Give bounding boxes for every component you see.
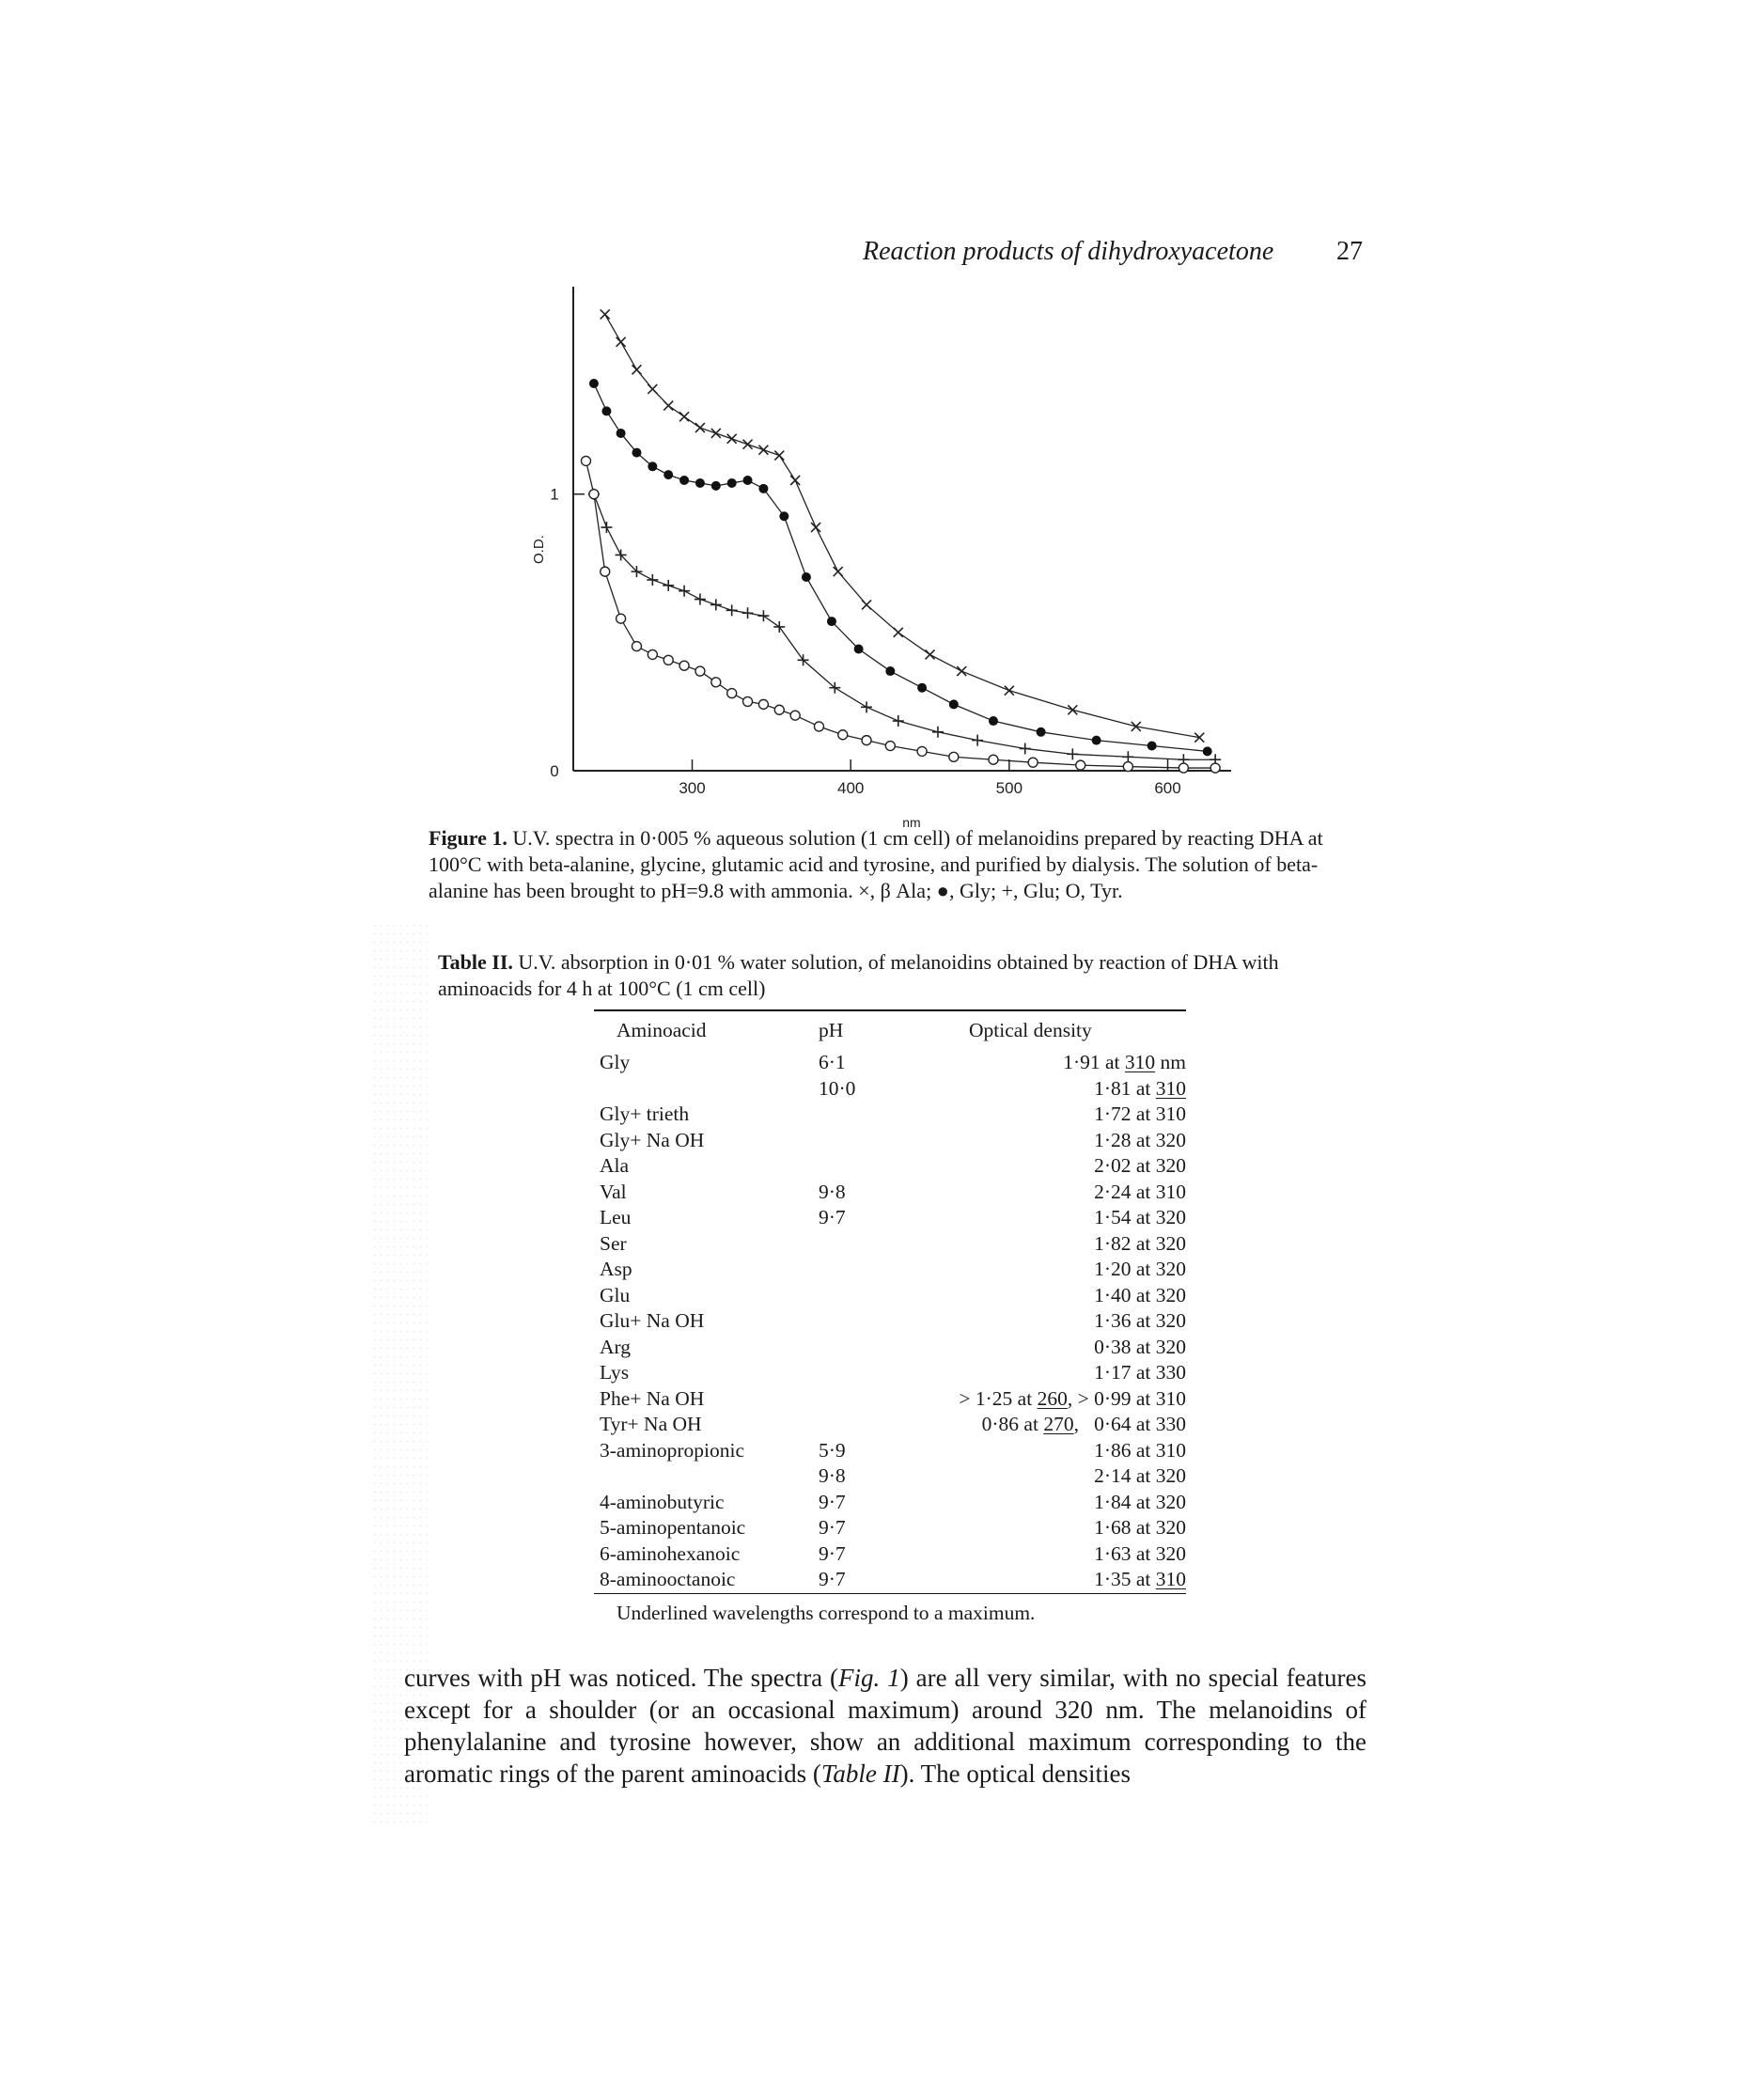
- data-point-beta-ala: [774, 451, 784, 461]
- table-row: [594, 1257, 1186, 1283]
- od-wavelength: 310: [1155, 1103, 1186, 1125]
- cell-ph: [819, 1153, 903, 1180]
- od-value: 1·36 at: [1094, 1309, 1156, 1332]
- data-point-tyr: [758, 699, 768, 709]
- od-value: 1·82 at: [1094, 1231, 1156, 1255]
- cell-optical-density: [903, 1076, 1186, 1103]
- cell-optical-density: [903, 1308, 1186, 1335]
- data-point-glu: [742, 607, 754, 618]
- body-paragraph: [404, 1662, 1366, 1790]
- data-point-tyr: [581, 456, 590, 465]
- data-point-beta-ala: [648, 384, 657, 394]
- data-point-gly: [949, 699, 959, 709]
- cell-ph: [819, 1128, 903, 1154]
- data-point-tyr: [679, 661, 689, 670]
- od-wavelength: 320: [1155, 1283, 1186, 1306]
- cell-optical-density: [903, 1541, 1186, 1568]
- data-point-gly: [617, 429, 626, 438]
- table-row: [594, 1412, 1186, 1438]
- data-point-tyr: [648, 649, 657, 659]
- x-tick-label: 600: [1154, 779, 1181, 797]
- data-point-gly: [679, 476, 689, 485]
- table-caption-text: U.V. absorption in 0·01 % water solution, of melanoidins obtained by reaction of DHA with aminoacids for 4 h at 100°C (1 cm cell): [438, 950, 1279, 1000]
- data-point-beta-ala: [727, 434, 737, 444]
- cell-aminoacid: [594, 1076, 819, 1103]
- od-wavelength: 320: [1155, 1516, 1186, 1539]
- cell-aminoacid: Ser: [600, 1231, 627, 1255]
- table-row: [594, 1515, 1186, 1541]
- cell-optical-density: [903, 1180, 1186, 1206]
- cell-ph: 5·9: [819, 1438, 846, 1462]
- data-point-gly: [989, 716, 998, 726]
- body-text-2: ) are all very similar, with no special features except for a shoulder (or an occasional maximum) around 320 nm. The melanoidins of phenylalanine and tyrosine however, show an additional maximum corresponding to the aromatic rings of the parent aminoacids (: [404, 1664, 1367, 1788]
- cell-aminoacid: Phe+ Na OH: [600, 1386, 705, 1410]
- table-row: [594, 1335, 1186, 1361]
- data-point-beta-ala: [1068, 705, 1077, 714]
- data-point-gly: [917, 683, 927, 693]
- cell-optical-density: [903, 1102, 1186, 1128]
- figure-caption-label: Figure 1.: [429, 826, 507, 850]
- header-ph: pH: [819, 1019, 844, 1041]
- data-point-beta-ala: [758, 446, 768, 455]
- table-ii: [594, 1009, 1186, 1625]
- series-line-2: [594, 383, 1208, 751]
- cell-aminoacid: 4-aminobutyric: [600, 1490, 725, 1513]
- od-wavelength: 320: [1155, 1490, 1186, 1513]
- data-point-glu: [1067, 748, 1078, 759]
- od-value: 1·81 at: [1094, 1076, 1156, 1100]
- cell-ph: [819, 1386, 903, 1413]
- cell-ph: [819, 1283, 903, 1309]
- table-row: [594, 1360, 1186, 1386]
- body-text-fig-ref: Fig. 1: [838, 1664, 900, 1692]
- od-wavelength: 320: [1155, 1154, 1186, 1177]
- body-text-3: ). The optical densities: [899, 1760, 1132, 1788]
- figure-caption: [429, 825, 1350, 904]
- data-point-tyr: [1179, 763, 1188, 773]
- cell-aminoacid: Lys: [600, 1361, 630, 1384]
- cell-aminoacid: Gly: [600, 1051, 631, 1073]
- table-caption: [438, 949, 1340, 1002]
- data-point-beta-ala: [1005, 686, 1014, 696]
- data-point-glu: [710, 599, 722, 610]
- od-wavelength: 270: [1043, 1413, 1074, 1435]
- x-tick-label: 400: [836, 779, 865, 797]
- cell-aminoacid: 5-aminopentanoic: [600, 1516, 746, 1539]
- table-row: [594, 1180, 1186, 1206]
- table-row: [594, 1283, 1186, 1309]
- table-caption-label: Table II.: [438, 950, 513, 974]
- data-point-tyr: [1028, 758, 1038, 767]
- od-value: 0·86 at: [981, 1413, 1044, 1435]
- cell-optical-density: [903, 1257, 1186, 1283]
- od-value: 2·24 at: [1094, 1180, 1156, 1203]
- cell-optical-density: [903, 1050, 1186, 1076]
- data-point-tyr: [632, 642, 641, 651]
- table-row: [594, 1308, 1186, 1335]
- y-tick-label: 1: [550, 485, 559, 504]
- data-point-gly: [1147, 742, 1157, 751]
- x-tick-label: 300: [679, 779, 706, 797]
- data-point-beta-ala: [617, 337, 626, 347]
- cell-aminoacid: Arg: [600, 1335, 632, 1358]
- od-value: 1·40 at: [1094, 1283, 1156, 1306]
- body-text-table-ref: Table II: [820, 1760, 900, 1788]
- data-point-tyr: [617, 614, 626, 623]
- cell-optical-density: [903, 1283, 1186, 1309]
- series-line-1: [605, 314, 1200, 737]
- running-header-title: Reaction products of dihydroxyacetone: [863, 237, 1274, 266]
- data-point-beta-ala: [601, 309, 610, 319]
- table-footnote: Underlined wavelengths correspond to a maximum.: [617, 1601, 1036, 1624]
- data-point-tyr: [1210, 763, 1220, 773]
- od-suffix: nm: [1155, 1051, 1186, 1073]
- cell-optical-density: [903, 1153, 1186, 1180]
- od-value: 1·63 at: [1094, 1541, 1156, 1565]
- cell-aminoacid: Ala: [600, 1154, 630, 1177]
- table-row: [594, 1076, 1186, 1103]
- od-suffix: , > 0·99 at 310: [1067, 1386, 1186, 1410]
- data-point-glu: [757, 610, 769, 621]
- od-value: 1·91 at: [1063, 1051, 1125, 1073]
- cell-optical-density: [903, 1231, 1186, 1258]
- data-point-glu: [647, 574, 658, 586]
- cell-aminoacid: Val: [600, 1180, 627, 1203]
- data-point-glu: [861, 701, 872, 712]
- data-point-tyr: [885, 742, 895, 751]
- header-aminoacid: Aminoacid: [617, 1019, 707, 1041]
- od-wavelength: 310: [1155, 1076, 1186, 1100]
- data-point-beta-ala: [862, 600, 871, 609]
- data-point-tyr: [589, 490, 599, 499]
- od-wavelength: 320: [1155, 1206, 1186, 1228]
- data-point-glu: [773, 621, 785, 633]
- data-point-glu: [932, 727, 944, 738]
- data-point-gly: [758, 484, 768, 493]
- cell-ph: [819, 1360, 903, 1386]
- data-point-beta-ala: [679, 412, 689, 421]
- od-wavelength: 310: [1155, 1180, 1186, 1203]
- od-value: 1·17 at: [1094, 1361, 1156, 1384]
- body-text-1: curves with pH was noticed. The spectra (: [404, 1664, 839, 1692]
- data-point-glu: [601, 522, 612, 533]
- data-point-gly: [695, 478, 705, 488]
- data-point-tyr: [949, 752, 959, 761]
- data-point-gly: [1203, 746, 1212, 756]
- x-tick-label: 500: [995, 779, 1023, 797]
- cell-ph: [819, 1335, 903, 1361]
- cell-ph: 9·7: [819, 1206, 846, 1228]
- cell-aminoacid: Leu: [600, 1206, 632, 1228]
- cell-ph: [819, 1102, 903, 1128]
- data-point-beta-ala: [695, 423, 705, 432]
- data-point-beta-ala: [926, 649, 935, 659]
- data-point-gly: [648, 461, 657, 471]
- cell-ph: [819, 1231, 903, 1258]
- data-point-glu: [1122, 751, 1133, 762]
- data-point-gly: [743, 476, 753, 485]
- data-point-beta-ala: [894, 628, 903, 637]
- data-point-beta-ala: [743, 440, 753, 449]
- header-optical-density: Optical density: [969, 1019, 1092, 1041]
- series-line-3: [594, 494, 1215, 760]
- data-point-beta-ala: [663, 401, 673, 411]
- cell-optical-density: [903, 1490, 1186, 1516]
- od-wavelength: 320: [1155, 1464, 1186, 1487]
- data-point-gly: [1037, 727, 1046, 737]
- od-wavelength: 320: [1155, 1335, 1186, 1358]
- data-point-tyr: [711, 678, 721, 687]
- data-point-glu: [726, 604, 738, 616]
- cell-aminoacid: 3-aminopropionic: [600, 1438, 745, 1462]
- od-value: 1·35 at: [1094, 1568, 1156, 1590]
- data-point-gly: [632, 448, 641, 458]
- table-row: [594, 1128, 1186, 1154]
- cell-ph: 9·7: [819, 1568, 846, 1590]
- data-point-tyr: [814, 722, 823, 731]
- figure-caption-text: U.V. spectra in 0·005 % aqueous solution (1 cm cell) of melanoidins prepared by reacting DHA at 100°C with beta-alanine, glycine, glutamic acid and tyrosine, and purified by dialysis. The solution of beta-alanine has been brought to pH=9.8 with ammonia. ×, β Ala; ●, Gly; +, Glu; O, Tyr.: [429, 826, 1323, 902]
- table-row: [594, 1463, 1186, 1490]
- cell-optical-density: [903, 1386, 1186, 1413]
- data-point-tyr: [663, 655, 673, 665]
- cell-aminoacid: Glu: [600, 1283, 631, 1306]
- od-wavelength: 320: [1155, 1309, 1186, 1332]
- data-point-tyr: [1076, 760, 1085, 770]
- od-wavelength: 310: [1155, 1438, 1186, 1462]
- od-value: 1·72 at: [1094, 1103, 1156, 1125]
- cell-optical-density: [903, 1412, 1186, 1438]
- data-point-glu: [972, 735, 983, 746]
- od-value: 1·28 at: [1094, 1128, 1156, 1151]
- cell-ph: 9·7: [819, 1541, 846, 1565]
- od-wavelength: 330: [1155, 1361, 1186, 1384]
- od-value: 1·20 at: [1094, 1258, 1156, 1280]
- data-point-tyr: [695, 666, 705, 676]
- data-point-tyr: [601, 567, 610, 576]
- data-point-gly: [711, 481, 721, 491]
- data-point-glu: [695, 594, 706, 605]
- data-point-gly: [854, 645, 864, 654]
- data-point-tyr: [838, 730, 848, 740]
- cell-ph: 9·8: [819, 1180, 846, 1203]
- table-row: [594, 1541, 1186, 1568]
- cell-optical-density: [903, 1205, 1186, 1231]
- data-point-glu: [1020, 743, 1031, 754]
- od-wavelength: 320: [1155, 1128, 1186, 1151]
- data-point-tyr: [989, 755, 998, 764]
- cell-optical-density: [903, 1567, 1186, 1593]
- table-row: [594, 1050, 1186, 1076]
- data-point-gly: [727, 478, 737, 488]
- od-wavelength: 310: [1124, 1051, 1156, 1073]
- table-row: [594, 1490, 1186, 1516]
- data-point-gly: [827, 617, 836, 626]
- cell-ph: 6·1: [819, 1051, 846, 1073]
- data-point-gly: [802, 572, 811, 582]
- od-value: 1·84 at: [1094, 1490, 1156, 1513]
- data-point-beta-ala: [790, 476, 800, 485]
- cell-aminoacid: Asp: [600, 1258, 632, 1280]
- data-point-gly: [663, 470, 673, 479]
- cell-ph: 9·7: [819, 1516, 846, 1539]
- cell-optical-density: [903, 1515, 1186, 1541]
- data-point-beta-ala: [811, 523, 820, 532]
- cell-aminoacid: 8-aminooctanoic: [600, 1568, 736, 1590]
- cell-aminoacid: Gly+ trieth: [600, 1103, 690, 1125]
- cell-ph: [819, 1308, 903, 1335]
- data-point-gly: [779, 511, 788, 521]
- od-suffix: , 0·64 at 330: [1073, 1413, 1186, 1435]
- od-value: 2·02 at: [1094, 1154, 1156, 1177]
- cell-optical-density: [903, 1128, 1186, 1154]
- cell-ph: 9·7: [819, 1490, 846, 1513]
- data-point-glu: [679, 586, 690, 597]
- data-point-beta-ala: [632, 365, 641, 374]
- od-wavelength: 320: [1155, 1541, 1186, 1565]
- y-axis-label: O.D.: [531, 535, 547, 564]
- table-row: [594, 1567, 1186, 1593]
- data-point-tyr: [727, 689, 737, 698]
- page-number: 27: [1336, 237, 1363, 266]
- cell-aminoacid: [594, 1463, 819, 1490]
- cell-ph: 10·0: [819, 1076, 856, 1100]
- data-point-beta-ala: [957, 666, 966, 676]
- data-point-tyr: [1123, 762, 1132, 772]
- data-point-gly: [885, 666, 895, 676]
- od-value: 0·38 at: [1094, 1335, 1156, 1358]
- data-point-beta-ala: [711, 429, 721, 438]
- od-wavelength: 320: [1155, 1231, 1186, 1255]
- data-point-gly: [589, 379, 599, 388]
- table-row: [594, 1438, 1186, 1464]
- od-wavelength: 310: [1155, 1568, 1186, 1590]
- data-point-tyr: [790, 711, 800, 720]
- table-row: [594, 1205, 1186, 1231]
- cell-aminoacid: Gly+ Na OH: [600, 1128, 705, 1151]
- cell-aminoacid: Tyr+ Na OH: [600, 1413, 702, 1435]
- data-point-tyr: [774, 705, 784, 714]
- x-axis-label: nm: [902, 815, 921, 830]
- od-value: 2·14 at: [1094, 1464, 1156, 1487]
- cell-aminoacid: Glu+ Na OH: [600, 1309, 705, 1332]
- uv-spectra-chart: [526, 282, 1259, 830]
- absorption-table: [594, 1011, 1186, 1593]
- data-point-tyr: [743, 696, 753, 706]
- data-point-gly: [1092, 736, 1101, 745]
- table-row: [594, 1102, 1186, 1128]
- cell-aminoacid: 6-aminohexanoic: [600, 1541, 741, 1565]
- y-tick-label: 0: [550, 762, 559, 780]
- cell-optical-density: [903, 1360, 1186, 1386]
- table-header-row: [594, 1011, 1186, 1050]
- od-value: > 1·25 at: [959, 1386, 1038, 1410]
- data-point-glu: [663, 580, 674, 591]
- cell-optical-density: [903, 1463, 1186, 1490]
- data-point-beta-ala: [834, 567, 843, 576]
- table-row: [594, 1231, 1186, 1258]
- od-value: 1·86 at: [1094, 1438, 1156, 1462]
- cell-optical-density: [903, 1335, 1186, 1361]
- od-value: 1·54 at: [1094, 1206, 1156, 1228]
- data-point-tyr: [862, 736, 871, 745]
- table-row: [594, 1153, 1186, 1180]
- data-point-tyr: [917, 746, 927, 756]
- od-wavelength: 260: [1037, 1386, 1068, 1410]
- cell-ph: [819, 1257, 903, 1283]
- data-point-gly: [601, 406, 611, 415]
- od-value: 1·68 at: [1094, 1516, 1156, 1539]
- cell-ph: 9·8: [819, 1464, 846, 1487]
- table-body: [594, 1050, 1186, 1593]
- cell-optical-density: [903, 1438, 1186, 1464]
- data-point-glu: [893, 715, 904, 727]
- cell-ph: [819, 1412, 903, 1438]
- table-row: [594, 1386, 1186, 1413]
- od-wavelength: 320: [1155, 1258, 1186, 1280]
